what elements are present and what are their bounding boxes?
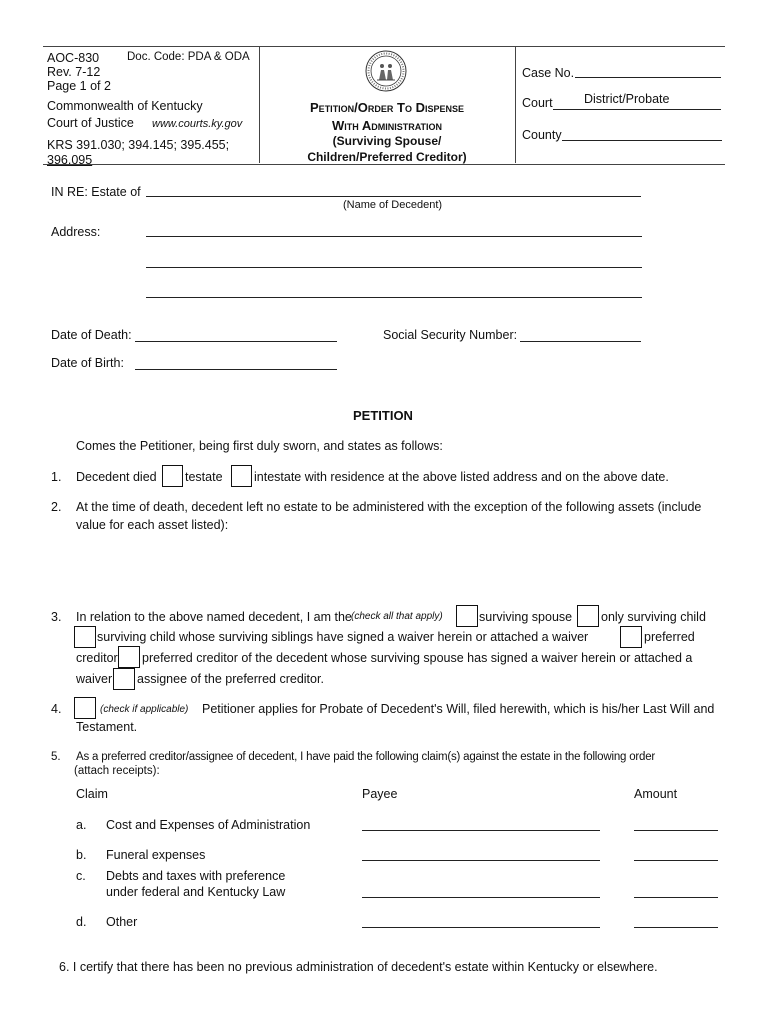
preferred-creditor-checkbox[interactable]	[620, 626, 642, 648]
name-caption: (Name of Decedent)	[343, 199, 443, 211]
only-surviving-child-label: only surviving child	[601, 610, 706, 624]
item-1-number: 1.	[51, 470, 62, 484]
item-3-text: In relation to the above named decedent, I am the	[76, 610, 352, 624]
claim-description: Funeral expenses	[106, 848, 206, 862]
preferred-creditor-spouse-waiver-checkbox[interactable]	[118, 646, 140, 668]
in-re-label: IN RE: Estate of	[51, 185, 141, 199]
item-4-line-2: Testament.	[76, 720, 138, 734]
item-2-line-2: value for each asset listed):	[76, 518, 229, 532]
testate-checkbox[interactable]	[162, 465, 183, 487]
date-of-birth-field[interactable]	[135, 369, 337, 370]
form-title-line-2: With Administration	[331, 118, 443, 133]
form-title-line-3: (Surviving Spouse/	[332, 134, 442, 148]
item-5-line-2: (attach receipts):	[74, 765, 160, 777]
ssn-label: Social Security Number:	[383, 328, 518, 342]
surviving-child-waiver-checkbox[interactable]	[74, 626, 96, 648]
address-label: Address:	[51, 225, 101, 239]
item-2-number: 2.	[51, 500, 62, 514]
krs-line-2: 396.095	[47, 153, 93, 167]
court-of-justice: Court of Justice	[47, 116, 134, 130]
amount-column-header: Amount	[634, 787, 678, 801]
claim-payee-field[interactable]	[362, 897, 600, 898]
intestate-label: intestate with residence at the above listed address and on the above date.	[254, 470, 669, 484]
form-title-line-1: Petition/Order To Dispense	[310, 100, 464, 115]
item-4-number: 4.	[51, 702, 62, 716]
date-of-birth-label: Date of Birth:	[51, 356, 124, 370]
court-label: Court	[522, 96, 553, 110]
claim-payee-field[interactable]	[362, 830, 600, 831]
testate-label: testate	[185, 470, 223, 484]
form-code: AOC-830	[47, 51, 100, 65]
claim-amount-field[interactable]	[634, 927, 718, 928]
ssn-field[interactable]	[520, 341, 641, 342]
surviving-spouse-checkbox[interactable]	[456, 605, 478, 627]
waiver-label: waiver	[76, 672, 113, 686]
county-label: County	[522, 128, 562, 142]
claim-description: Other	[106, 915, 138, 929]
only-surviving-child-checkbox[interactable]	[577, 605, 599, 627]
preferred-label: preferred	[644, 630, 695, 644]
decedent-name-field[interactable]	[146, 196, 641, 197]
date-of-death-label: Date of Death:	[51, 328, 132, 342]
commonwealth: Commonwealth of Kentucky	[47, 99, 203, 113]
item-1-text: Decedent died	[76, 470, 157, 484]
address-line-3[interactable]	[146, 297, 642, 298]
intestate-checkbox[interactable]	[231, 465, 252, 487]
item-3-number: 3.	[51, 610, 62, 624]
claim-letter: a.	[76, 818, 87, 832]
krs-line-1: KRS 391.030; 394.145; 395.455;	[47, 138, 230, 152]
header-divider-left	[259, 46, 260, 163]
kentucky-seal-icon	[365, 50, 407, 92]
revision: Rev. 7-12	[47, 65, 101, 79]
website: www.courts.ky.gov	[152, 118, 243, 130]
surviving-child-waiver-label: surviving child whose surviving siblings have signed a waiver herein or attached a waiver	[97, 630, 589, 644]
claim-letter: d.	[76, 915, 87, 929]
petition-heading: PETITION	[353, 408, 413, 423]
assignee-label: assignee of the preferred creditor.	[137, 672, 324, 686]
case-no-field[interactable]	[575, 77, 721, 78]
assignee-checkbox[interactable]	[113, 668, 135, 690]
claim-amount-field[interactable]	[634, 830, 718, 831]
claim-amount-field[interactable]	[634, 897, 718, 898]
address-line-1[interactable]	[146, 236, 642, 237]
surviving-spouse-label: surviving spouse	[479, 610, 573, 624]
date-of-death-field[interactable]	[135, 341, 337, 342]
claim-letter: c.	[76, 869, 86, 883]
court-field[interactable]	[553, 109, 721, 110]
petition-intro: Comes the Petitioner, being first duly sworn, and states as follows:	[76, 439, 443, 453]
county-field[interactable]	[562, 140, 722, 141]
address-line-2[interactable]	[146, 267, 642, 268]
case-no-label: Case No.	[522, 66, 575, 80]
item-5-line-1: As a preferred creditor/assignee of decedent, I have paid the following claim(s) against the estate in the following order	[76, 751, 656, 763]
doc-code: Doc. Code: PDA & ODA	[127, 51, 250, 63]
creditor-label: creditor	[76, 651, 118, 665]
claim-payee-field[interactable]	[362, 860, 600, 861]
claim-column-header: Claim	[76, 787, 108, 801]
item-4-line-1: Petitioner applies for Probate of Decedent's Will, filed herewith, which is his/her Last Will and	[202, 702, 715, 716]
claim-payee-field[interactable]	[362, 927, 600, 928]
item-6-text: 6. I certify that there has been no previous administration of decedent's estate within Kentucky or elsewhere.	[59, 960, 658, 974]
form-title-line-4: Children/Preferred Creditor)	[307, 150, 467, 164]
page-number: Page 1 of 2	[47, 79, 111, 93]
claim-amount-field[interactable]	[634, 860, 718, 861]
probate-will-checkbox[interactable]	[74, 697, 96, 719]
claim-description: Debts and taxes with preference	[106, 869, 286, 883]
court-value: District/Probate	[584, 92, 670, 106]
payee-column-header: Payee	[362, 787, 398, 801]
claim-description: Cost and Expenses of Administration	[106, 818, 311, 832]
item-2-line-1: At the time of death, decedent left no estate to be administered with the exception of the following assets (include	[76, 500, 702, 514]
item-5-number: 5.	[51, 751, 61, 763]
header-divider-right	[515, 46, 516, 163]
item-4-check-note: (check if applicable)	[100, 704, 189, 715]
claim-letter: b.	[76, 848, 87, 862]
item-3-check-note: (check all that apply)	[351, 611, 443, 622]
claim-description-line-2: under federal and Kentucky Law	[106, 885, 286, 899]
preferred-creditor-spouse-waiver-label: preferred creditor of the decedent whose surviving spouse has signed a waiver herein or attached a	[142, 651, 693, 665]
